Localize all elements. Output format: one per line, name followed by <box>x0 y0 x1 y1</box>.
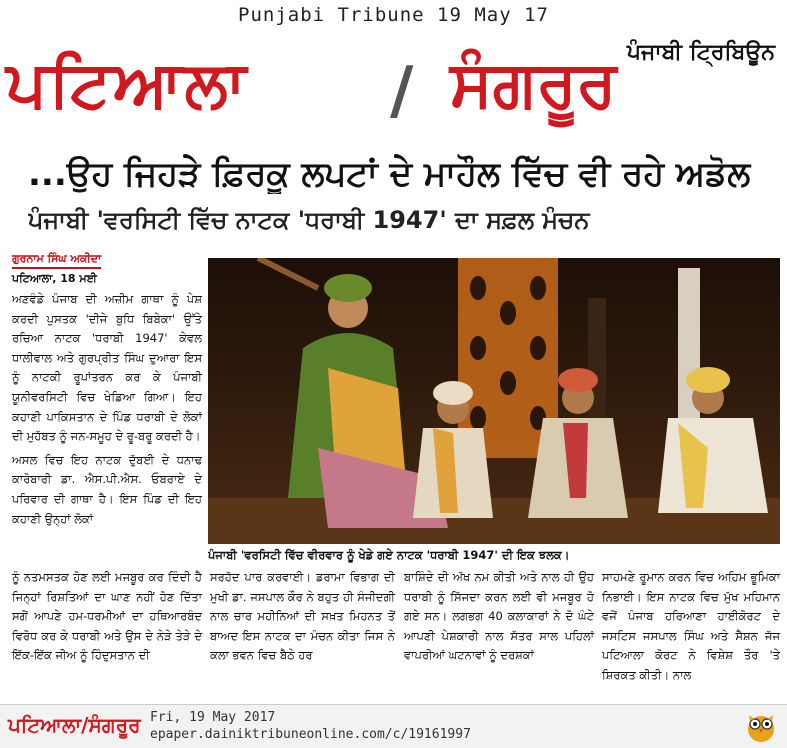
owl-icon <box>745 709 777 743</box>
article-column-1 <box>12 290 202 533</box>
footer-logo: ਪਟਿਆਲਾ/ਸੰਗਰੂਰ <box>8 713 141 737</box>
epaper-footer <box>0 704 787 748</box>
subheadline: ਪੰਜਾਬੀ 'ਵਰਸਿਟੀ ਵਿੱਚ ਨਾਟਕ 'ਧਰਾਬੀ 1947' ਦਾ ਸਫ਼ਲ ਮੰਚਨ <box>28 206 590 234</box>
article-column-bottom-3: ਬਾਸ਼ਿੰਦੇ ਦੀ ਅੱਖ ਨਮ ਕੀਤੀ ਅਤੇ ਨਾਲ ਹੀ ਉਹ ਧਰਾਬੀ ਨੂੰ ਸਿੱਜਦਾ ਕਰਨ ਲਈ ਵੀ ਮਜਬੂਰ ਹੋ ਗਏ ਸਨ। ਲਗਭਗ 40 ਕਲਾਕਾਰਾਂ ਨੇ ਦੋ ਘੰਟੇ ਆਪਣੀ ਪੇਸ਼ਕਾਰੀ ਨਾਲ ਸੱਤਰ ਸਾਲ ਪਹਿਲਾਂ ਵਾਪਰੀਆਂ ਘਟਨਾਵਾਂ ਨੂੰ ਦਰਸ਼ਕਾਂ <box>404 570 594 663</box>
masthead <box>0 36 787 146</box>
footer-url[interactable]: epaper.dainiktribuneonline.com/c/19161997 <box>150 727 471 742</box>
article-bottom-columns <box>12 568 780 700</box>
masthead-city-right: ਸੰਗਰੂਰ <box>450 48 617 122</box>
dateline: ਪਟਿਆਲਾ, 18 ਮਈ <box>12 272 97 285</box>
article-column-bottom-4: ਸਾਹਮਣੇ ਰੂਮਾਨ ਕਰਨ ਵਿਚ ਅਹਿਮ ਭੂਮਿਕਾ ਨਿਭਾਈ। ਇਸ ਨਾਟਕ ਵਿਚ ਮੁੱਖ ਮਹਿਮਾਨ ਵਜੋਂ ਪੰਜਾਬ ਹਰਿਆਣਾ ਹਾਈਕੋਰਟ ਦੇ ਜਸਟਿਸ ਜਸਪਾਲ ਸਿੰਘ ਅਤੇ ਸੈਸ਼ਨ ਜੱਜ ਪਟਿਆਲਾ ਕੋਰਟ ਨੇ ਵਿਸ਼ੇਸ਼ ਤੌਰ 'ਤੇ ਸ਼ਿਰਕਤ ਕੀਤੀ। ਨਾਲ <box>602 570 780 682</box>
paragraph: ਅਣਵੰਡੇ ਪੰਜਾਬ ਦੀ ਅਜ਼ੀਮ ਗਾਥਾ ਨੂੰ ਪੇਸ਼ ਕਰਦੀ ਪੁਸਤਕ 'ਦੀਜੇ ਬੁਧਿ ਬਿਬੇਕਾ' ਉੱਤੇ ਰਚਿਆ ਨਾਟਕ 'ਧਰਾਬੀ 1947' ਕੇਵਲ ਧਾਲੀਵਾਲ ਅਤੇ ਗੁਰਪ੍ਰੀਤ ਸਿੰਘ ਦੁਆਰਾ ਇਸ ਨੂੰ ਨਾਟਕੀ ਰੂਪਾਂਤਰਨ ਕਰ ਕੇ ਪੰਜਾਬੀ ਯੂਨੀਵਰਸਿਟੀ ਵਿਚ ਖੇਡਿਆ ਗਿਆ। ਇਹ ਕਹਾਣੀ ਪਾਕਿਸਤਾਨ ਦੇ ਪਿੰਡ ਧਰਾਬੀ ਦੇ ਲੋਕਾਂ ਦੀ ਮੁਹੱਬਤ ਨੂੰ ਜਨ-ਸਮੂਹ ਦੇ ਰੂ-ਬਰੂ ਕਰਦੀ ਹੈ। <box>12 292 202 444</box>
article-column-bottom-1: ਨੂੰ ਨਤਮਸਤਕ ਹੋਣ ਲਈ ਮਜਬੂਰ ਕਰ ਦਿੰਦੀ ਹੈ ਜਿਨ੍ਹਾਂ ਰਿਸ਼ਤਿਆਂ ਦਾ ਘਾਣ ਨਹੀਂ ਹੋਣ ਦਿੱਤਾ ਸਗੋਂ ਆਪਣੇ ਹਮ-ਧਰਮੀਆਂ ਦਾ ਹਥਿਆਰਬੰਦ ਵਿਰੋਧ ਕਰ ਕੇ ਧਰਾਬੀ ਅਤੇ ਉਸ ਦੇ ਨੇੜੇ ਤੇੜੇ ਦੇ ਇੱਕ-ਇੱਕ ਜੀਅ ਨੂੰ ਹਿੰਦੁਸਤਾਨ ਦੀ <box>12 570 202 663</box>
play-photo <box>208 258 780 544</box>
edition-dateline: Punjabi Tribune 19 May 17 <box>238 4 549 26</box>
stage-scene-illustration <box>208 258 780 544</box>
byline: ਗੁਰਨਾਮ ਸਿੰਘ ਅਕੀਦਾ <box>12 252 101 269</box>
paragraph: ਅਸਲ ਵਿਚ ਇਹ ਨਾਟਕ ਦੁੱਬਈ ਦੇ ਧਨਾਢ ਕਾਰੋਬਾਰੀ ਡਾ. ਐਸ.ਪੀ.ਐਸ. ਓਬਰਾਏ ਦੇ ਪਰਿਵਾਰ ਦੀ ਗਾਥਾ ਹੈ। ਇਸ ਪਿੰਡ ਦੀ ਇਹ ਕਹਾਣੀ ਉਨ੍ਹਾਂ ਲੋਕਾਂ <box>12 452 202 526</box>
masthead-slash: / <box>390 54 414 128</box>
headline: ...ਉਹ ਜਿਹੜੇ ਫ਼ਿਰਕੂ ਲਪਟਾਂ ਦੇ ਮਾਹੌਲ ਵਿੱਚ ਵੀ ਰਹੇ ਅਡੋਲ <box>28 154 751 194</box>
article-column-bottom-2: ਸਰਹੱਦ ਪਾਰ ਕਰਵਾਈ। ਡਰਾਮਾ ਵਿਭਾਗ ਦੀ ਮੁਖੀ ਡਾ. ਜਸਪਾਲ ਕੌਰ ਨੇ ਬਹੁਤ ਹੀ ਸੰਜੀਦਗੀ ਨਾਲ ਚਾਰ ਮਹੀਨਿਆਂ ਦੀ ਸਖ਼ਤ ਮਿਹਨਤ ਤੋਂ ਬਾਅਦ ਇਸ ਨਾਟਕ ਦਾ ਮੰਚਨ ਕੀਤਾ ਜਿਸ ਨੇ ਕਲਾ ਭਵਨ ਵਿਚ ਬੈਠੇ ਹਰ <box>210 570 395 663</box>
masthead-city-left: ਪਟਿਆਲਾ <box>6 48 249 122</box>
masthead-paper-name: ਪੰਜਾਬੀ ਟ੍ਰਿਬਿਊਨ <box>626 40 775 65</box>
photo-caption: ਪੰਜਾਬੀ 'ਵਰਸਿਟੀ ਵਿੱਚ ਵੀਰਵਾਰ ਨੂੰ ਖੇਡੇ ਗਏ ਨਾਟਕ 'ਧਰਾਬੀ 1947' ਦੀ ਇਕ ਝਲਕ। <box>208 548 570 562</box>
footer-date: Fri, 19 May 2017 <box>150 710 276 725</box>
